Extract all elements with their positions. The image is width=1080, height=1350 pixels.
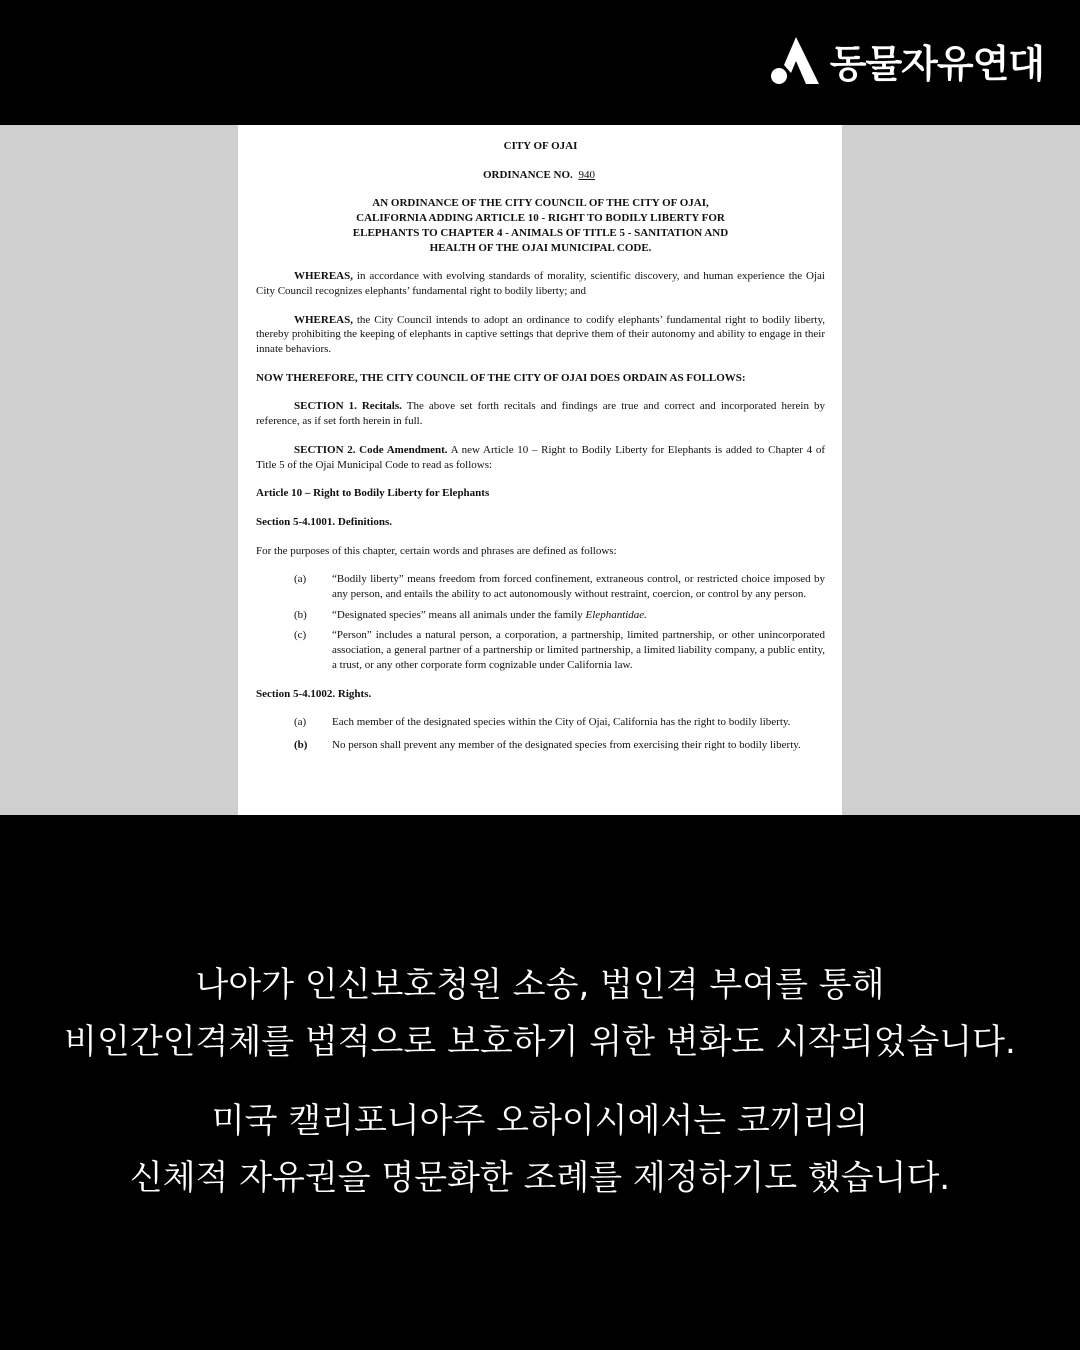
caption-paragraph-1 (0, 957, 1080, 1071)
doc-right-b-text: No person shall prevent any member of the designated species from exercising their right to bodily liberty. (332, 738, 801, 751)
header-bar (0, 0, 1080, 125)
doc-definition-a-label: (a) (294, 573, 307, 586)
doc-definition-b-body (332, 608, 825, 623)
doc-right-b-label: (b) (294, 738, 308, 751)
doc-right-a (256, 715, 825, 730)
doc-title: AN ORDINANCE OF THE CITY COUNCIL OF THE CITY OF OJAI, CALIFORNIA ADDING ARTICLE 10 - RIGHT TO BODILY LIBERTY FOR ELEPHANTS TO CHAPTER 4 - ANIMALS OF TITLE 5 - SANITATION AND HEALTH OF THE OJAI MUNICIPAL CODE. (352, 197, 729, 254)
doc-right-a-text: Each member of the designated species within the City of Ojai, California has the right to bodily liberty. (332, 716, 791, 729)
doc-definition-b-label: (b) (294, 608, 307, 621)
doc-whereas-1 (256, 269, 825, 298)
doc-whereas-1-lead: WHEREAS, (294, 270, 353, 283)
doc-definitions-intro: For the purposes of this chapter, certain words and phrases are defined as follows: (256, 544, 617, 557)
ordinance-document (238, 125, 842, 815)
doc-section-1-lead: SECTION 1. Recitals. (294, 400, 402, 413)
caption-paragraph-2 (0, 1093, 1080, 1207)
doc-definition-a (256, 572, 825, 601)
doc-whereas-2 (256, 313, 825, 357)
caption-p2-line-1: 미국 캘리포니아주 오하이시에서는 코끼리의 (211, 1101, 869, 1141)
doc-whereas-2-text: the City Council intends to adopt an ordinance to codify elephants’ fundamental right to bodily liberty, thereby prohibiting the keeping of elephants in captive settings that deprive them of their autonomy and ability to engage in their innate behaviors. (256, 313, 825, 356)
caption-p1-line-2: 비인간인격체를 법적으로 보호하기 위한 변화도 시작되었습니다. (64, 1022, 1016, 1062)
brand-mark-icon (770, 35, 820, 85)
doc-ordinance-label: ORDINANCE NO. (482, 168, 573, 181)
doc-city: CITY OF OJAI (503, 140, 578, 152)
caption-p2-line-2: 신체적 자유권을 명문화한 조례를 제정하기도 했습니다. (129, 1158, 951, 1198)
doc-definition-b (256, 608, 825, 623)
doc-section-1 (256, 399, 825, 428)
doc-right-a-label: (a) (294, 716, 307, 729)
caption-p1-line-1: 나아가 인신보호청원 소송, 법인격 부여를 통해 (195, 965, 885, 1005)
doc-section-2 (256, 443, 825, 472)
brand-name: 동물자유연대 (829, 41, 1044, 86)
doc-whereas-2-lead: WHEREAS, (294, 313, 353, 326)
doc-definition-b-italic: Elephantidae. (585, 608, 647, 621)
doc-section-2-lead: SECTION 2. Code Amendment. (294, 443, 448, 456)
doc-definition-b-text: “Designated species” means all animals under the family (332, 608, 586, 621)
doc-now-therefore: NOW THEREFORE, THE CITY COUNCIL OF THE CITY OF OJAI DOES ORDAIN AS FOLLOWS: (256, 371, 746, 384)
doc-right-b (256, 738, 825, 753)
doc-ordinance-line (256, 168, 825, 183)
doc-article-heading: Article 10 – Right to Bodily Liberty for Elephants (256, 487, 490, 500)
doc-rights-heading: Section 5-4.1002. Rights. (256, 687, 372, 700)
doc-definition-a-text: “Bodily liberty” means freedom from forced confinement, extraneous control, or restricted choice imposed by any person, and entails the ability to act autonomously without restraint, coercion, or control by any person. (332, 573, 825, 601)
doc-section-2-text: A new Article 10 – Right to Bodily Liberty for Elephants is added to Chapter 4 of Title 5 of the Ojai Municipal Code to read as follows: (256, 443, 825, 471)
doc-definition-c-label: (c) (294, 629, 307, 642)
doc-definitions-heading: Section 5-4.1001. Definitions. (256, 515, 392, 528)
doc-ordinance-number: 940 (578, 168, 596, 181)
doc-definition-c-text: “Person” includes a natural person, a corporation, a partnership, limited partnership, or other unincorporated association, a general partner of a partnership or limited partnership, a limited liability company, a public entity, a trust, or any other corporate form cognizable under California law. (332, 629, 825, 671)
doc-definition-c (256, 628, 825, 672)
document-photo (0, 125, 1080, 815)
doc-whereas-1-text: in accordance with evolving standards of morality, scientific discovery, and human experience the Ojai City Council recognizes elephants’ fundamental right to bodily liberty; and (256, 270, 825, 297)
brand-logo (770, 34, 1044, 86)
doc-section-1-text: The above set forth recitals and findings are true and correct and incorporated herein by reference, as if set forth herein in full. (256, 400, 826, 428)
